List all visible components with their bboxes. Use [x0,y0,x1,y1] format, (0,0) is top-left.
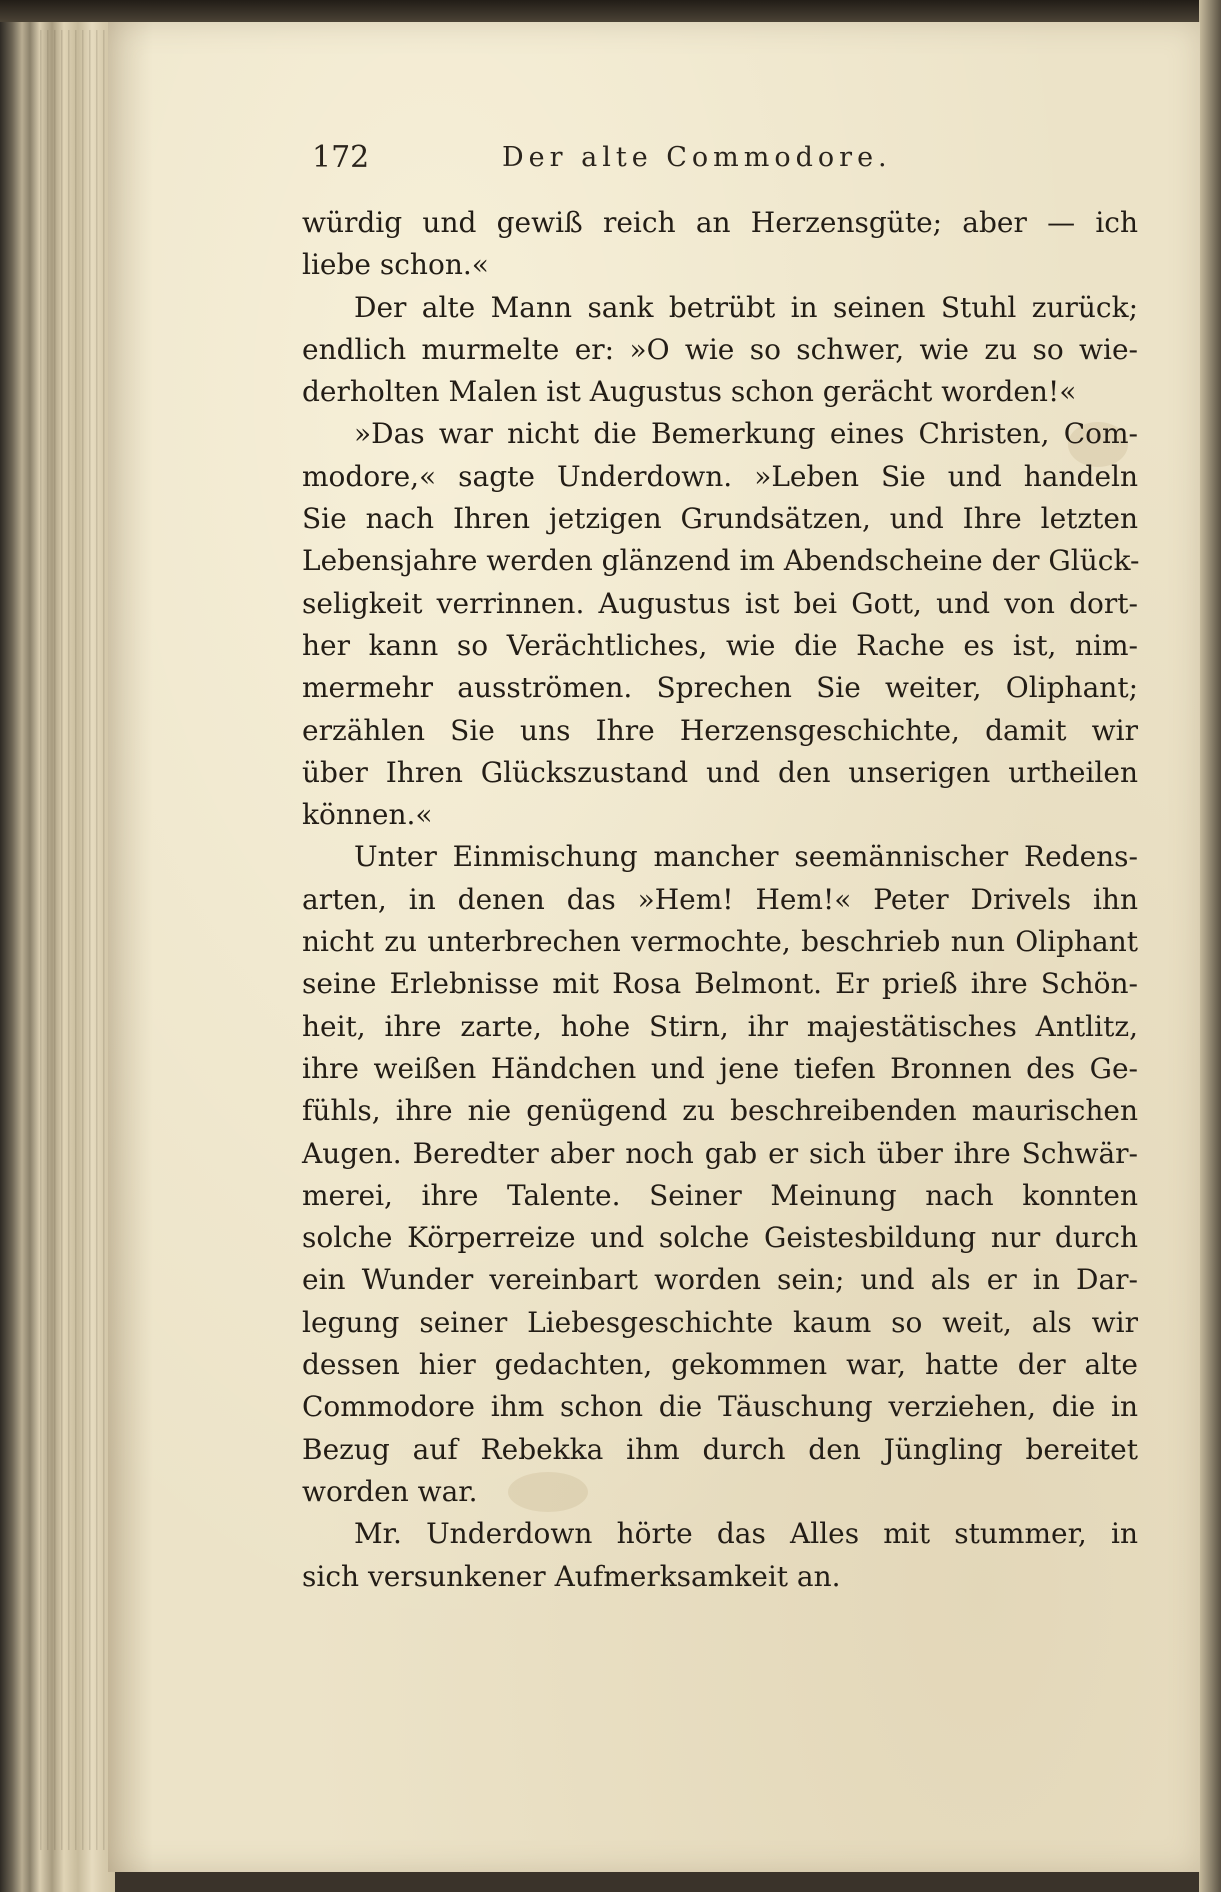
text-line: Der alte Mann sank betrübt in seinen Stuhl zurück; [354,290,1138,324]
book-edge [0,0,115,1892]
text-line: Bezug auf Rebekka ihm durch den Jüngling bereitet [302,1432,1138,1466]
text-line: sich versunkener Aufmerksamkeit an. [302,1559,841,1593]
text-line: seligkeit verrinnen. Augustus ist bei Gott, und von dort- [302,586,1138,620]
text-line: derholten Malen ist Augustus schon gerächt worden!« [302,375,1077,409]
text-line: heit, ihre zarte, hohe Stirn, ihr majestätisches Antlitz, [302,1009,1138,1043]
text-line: endlich murmelte er: »O wie so schwer, wie zu so wie- [302,332,1138,366]
text-line: Augen. Beredter aber noch gab er sich über ihre Schwär- [302,1136,1138,1170]
text-line: ein Wunder vereinbart worden sein; und als er in Dar- [302,1263,1138,1297]
paragraph [302,1513,1138,1598]
text-line: her kann so Verächtliches, wie die Rache es ist, nim- [302,628,1138,662]
text-line: fühls, ihre nie genügend zu beschreibenden maurischen [302,1094,1138,1128]
text-line: über Ihren Glückszustand und den unserigen urtheilen [302,755,1138,789]
text-line: »Das war nicht die Bemerkung eines Christen, Com- [354,417,1138,451]
body-text [302,202,1138,1598]
text-line: Mr. Underdown hörte das Alles mit stummer, in [354,1517,1138,1551]
paragraph [302,836,1138,1513]
text-line: liebe schon.« [302,248,489,282]
text-line: können.« [302,798,433,832]
text-line: nicht zu unterbrechen vermochte, beschrieb nun Oliphant [302,925,1138,959]
page-number: 172 [312,140,370,175]
text-line: merei, ihre Talente. Seiner Meinung nach konnten [302,1178,1138,1212]
text-line: Unter Einmischung mancher seemännischer Redens- [354,840,1138,874]
text-line: arten, in denen das »Hem! Hem!« Peter Drivels ihn [302,882,1138,916]
text-line: legung seiner Liebesgeschichte kaum so weit, als wir [302,1305,1138,1339]
page-header [202,140,962,188]
text-line: solche Körperreize und solche Geistesbildung nur durch [302,1221,1138,1255]
text-line: seine Erlebnisse mit Rosa Belmont. Er prieß ihre Schön- [302,967,1138,1001]
text-line: Commodore ihm schon die Täuschung verziehen, die in [302,1390,1138,1424]
text-line: modore,« sagte Underdown. »Leben Sie und handeln [302,459,1138,493]
text-line: ihre weißen Händchen und jene tiefen Bronnen des Ge- [302,1051,1138,1085]
text-line: würdig und gewiß reich an Herzensgüte; aber — ich [302,206,1138,239]
paragraph [302,202,1138,287]
running-title: Der alte Commodore. [502,142,892,173]
text-line: worden war. [302,1474,478,1508]
page-right-edge [1199,0,1221,1892]
paragraph [302,413,1138,836]
text-line: Sie nach Ihren jetzigen Grundsätzen, und Ihre letzten [302,502,1138,536]
text-line: mermehr ausströmen. Sprechen Sie weiter, Oliphant; [302,671,1138,705]
text-line: erzählen Sie uns Ihre Herzensgeschichte, damit wir [302,713,1138,747]
text-line: dessen hier gedachten, gekommen war, hatte der alte [302,1348,1138,1382]
paragraph [302,287,1138,414]
text-line: Lebensjahre werden glänzend im Abendscheine der Glück- [302,544,1140,578]
binding-shadow [0,0,1221,22]
